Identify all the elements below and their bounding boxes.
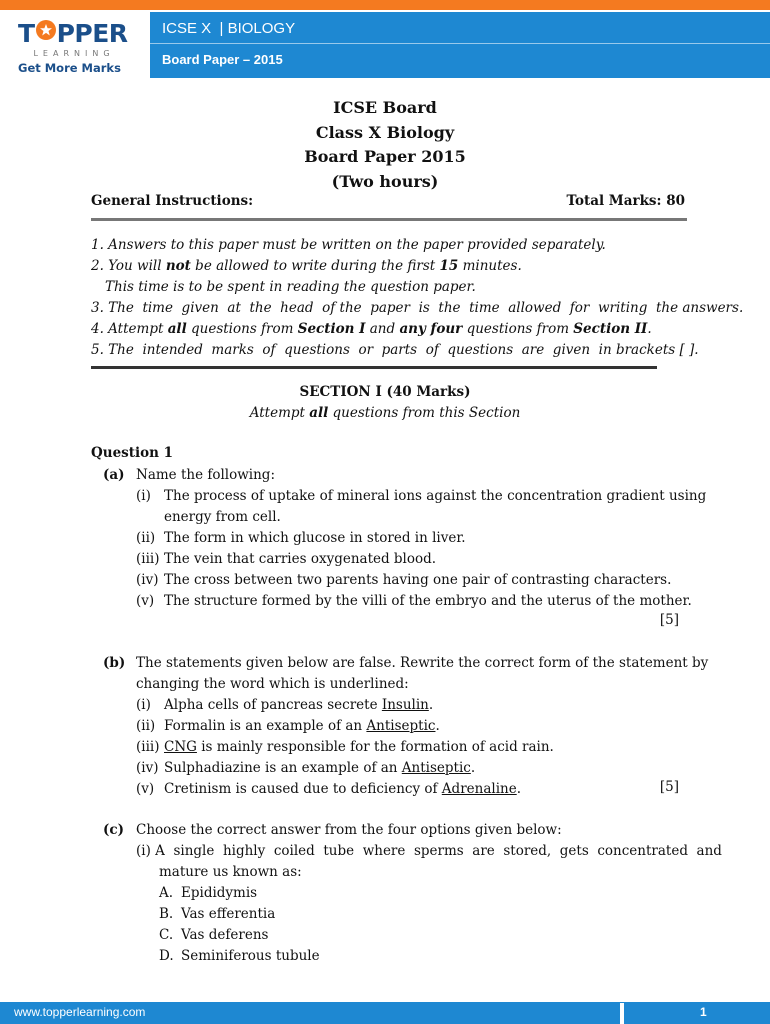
part-a-item-num: (v) [136, 593, 155, 609]
part-b-item: (ii) Formalin is an example of an Antiseptic. [136, 718, 440, 734]
part-b-item: (iii) CNG is mainly responsible for the formation of acid rain. [136, 739, 554, 755]
footer-page-box [624, 1003, 770, 1024]
option-letter: D. [159, 948, 174, 964]
part-b-item: (iv) Sulphadiazine is an example of an Antiseptic. [136, 760, 476, 776]
part-a-item-text: The cross between two parents having one pair of contrasting characters. [164, 572, 672, 588]
part-a-item-text: The form in which glucose in stored in liver. [164, 530, 466, 546]
instructions-list [91, 235, 744, 361]
part-c-question-cont: mature us known as: [159, 864, 302, 880]
instruction-2: 2. You will not be allowed to write during the first 15 minutes. [91, 258, 522, 274]
option-text: Vas efferentia [181, 906, 276, 922]
instruction-4: 4. Attempt all questions from Section I and any four questions from Section II. [91, 321, 652, 337]
instruction-2-cont: This time is to be spent in reading the question paper. [105, 279, 476, 295]
footer-url[interactable]: www.topperlearning.com [14, 1005, 146, 1019]
class-title: Class X Biology [315, 122, 455, 142]
part-b-item: (i) Alpha cells of pancreas secrete Insulin. [136, 697, 434, 713]
header-divider [150, 43, 770, 44]
part-b-marks: [5] [659, 779, 679, 795]
divider [91, 366, 657, 369]
general-instructions-label: General Instructions: [91, 193, 254, 209]
part-a-item-num: (i) [136, 488, 151, 504]
option-letter: C. [159, 927, 174, 943]
board-title: ICSE Board [333, 98, 437, 117]
part-b-prompt-cont: changing the word which is underlined: [136, 676, 409, 692]
instructions-header [91, 193, 685, 209]
option-text: Epididymis [181, 885, 258, 901]
paper-titles [0, 96, 770, 194]
logo-wordmark: T PPER [18, 19, 128, 48]
total-marks: Total Marks: 80 [566, 193, 685, 209]
part-a-item-cont: energy from cell. [164, 509, 281, 525]
part-a-prompt: Name the following: [136, 467, 275, 483]
section-title: SECTION I (40 Marks) [299, 384, 471, 400]
part-b-label: (b) [103, 655, 126, 671]
question-label: Question 1 [91, 445, 174, 461]
star-icon [36, 20, 56, 40]
header-accent-bar [0, 0, 770, 10]
paper-label: Board Paper – 2015 [162, 52, 283, 67]
part-a-marks: [5] [659, 612, 679, 628]
course-title: ICSE X | BIOLOGY [162, 20, 296, 37]
instruction-1: 1. Answers to this paper must be written on the paper provided separately. [91, 237, 606, 253]
page-number: 1 [700, 1005, 707, 1019]
topper-logo [18, 20, 130, 76]
part-a-item-text: The structure formed by the villi of the embryo and the uterus of the mother. [164, 593, 692, 609]
divider [91, 218, 687, 221]
option-letter: B. [159, 906, 174, 922]
part-a-item-num: (iii) [136, 551, 160, 567]
part-a-item-text: The vein that carries oxygenated blood. [164, 551, 437, 567]
option-text: Vas deferens [181, 927, 269, 943]
option-letter: A. [159, 885, 174, 901]
part-c-prompt: Choose the correct answer from the four options given below: [136, 822, 562, 838]
part-a-item-text: The process of uptake of mineral ions against the concentration gradient using [164, 488, 707, 504]
instruction-5: 5. The intended marks of questions or parts of questions are given in brackets [ ]. [91, 342, 699, 358]
part-b-item: (v) Cretinism is caused due to deficiency of Adrenaline. [136, 781, 521, 797]
part-a-item-num: (iv) [136, 572, 159, 588]
option-text: Seminiferous tubule [181, 948, 320, 964]
duration-title: (Two hours) [331, 171, 439, 191]
part-c-label: (c) [103, 822, 124, 838]
part-a-label: (a) [103, 467, 125, 483]
instruction-3: 3. The time given at the head of the paper is the time allowed for writing the answers. [91, 300, 744, 316]
section-subtitle: Attempt all questions from this Section [249, 405, 521, 421]
logo-sub: LEARNING [33, 49, 115, 58]
part-c-question: (i) A single highly coiled tube where sperms are stored, gets concentrated and [136, 843, 722, 859]
logo-tagline: Get More Marks [18, 61, 121, 75]
part-a-item-num: (ii) [136, 530, 156, 546]
section-heading [0, 382, 770, 424]
paper-title: Board Paper 2015 [304, 147, 466, 166]
part-b-prompt: The statements given below are false. Rewrite the correct form of the statement by [136, 655, 709, 671]
